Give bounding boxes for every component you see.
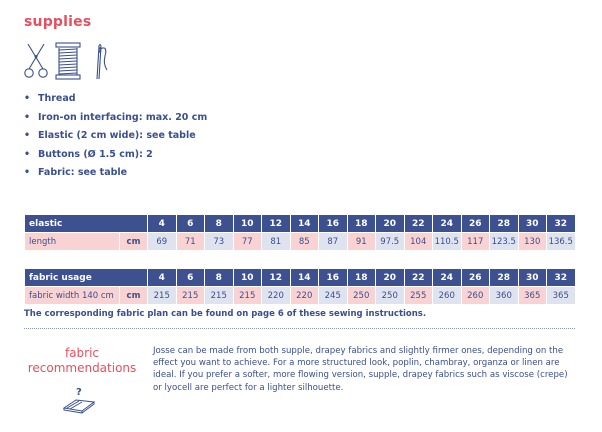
size-header: 20 (376, 215, 405, 233)
fabric-usage-table (24, 268, 576, 305)
size-header: 10 (233, 215, 262, 233)
table-cell: 360 (490, 287, 519, 305)
table-cell: 250 (376, 287, 405, 305)
row-label: fabric width 140 cm (25, 287, 120, 305)
size-header: 12 (262, 269, 291, 287)
table-cell: 136.5 (547, 233, 576, 251)
size-header: 22 (404, 215, 433, 233)
table-cell: 81 (262, 233, 291, 251)
table-cell: 215 (148, 287, 177, 305)
table-cell: 260 (461, 287, 490, 305)
size-header: 24 (433, 215, 462, 233)
size-header: 16 (319, 269, 348, 287)
unit-cell: cm (120, 233, 148, 251)
size-header: 14 (290, 269, 319, 287)
table-cell: 365 (518, 287, 547, 305)
table-cell: 110.5 (433, 233, 462, 251)
list-item: • Fabric: see table (24, 166, 207, 185)
list-item: • Thread (24, 92, 207, 111)
size-header: 30 (518, 215, 547, 233)
table-cell: 87 (319, 233, 348, 251)
rec-title-line2: recommendations (27, 361, 137, 375)
list-item: • Elastic (2 cm wide): see table (24, 129, 207, 148)
table-cell: 215 (176, 287, 205, 305)
table-cell: 220 (290, 287, 319, 305)
elastic-length-row (25, 233, 576, 251)
size-header: 8 (205, 269, 234, 287)
size-header: 26 (461, 269, 490, 287)
table-cell: 250 (347, 287, 376, 305)
size-header: 26 (461, 215, 490, 233)
size-header: 10 (233, 269, 262, 287)
table-cell: 71 (176, 233, 205, 251)
table-cell: 91 (347, 233, 376, 251)
size-header: 30 (518, 269, 547, 287)
size-header: 4 (148, 215, 177, 233)
size-header: 18 (347, 215, 376, 233)
supplies-list (24, 92, 207, 185)
table-cell: 97.5 (376, 233, 405, 251)
size-header: 32 (547, 269, 576, 287)
table-cell: 245 (319, 287, 348, 305)
size-header: 28 (490, 269, 519, 287)
elastic-header-row (25, 215, 576, 233)
table-cell: 123.5 (490, 233, 519, 251)
supplies-title: supplies (24, 14, 92, 30)
table-cell: 117 (461, 233, 490, 251)
size-header: 32 (547, 215, 576, 233)
fabric-header-row (25, 269, 576, 287)
size-header: 24 (433, 269, 462, 287)
fabric-recommendations-title (24, 346, 140, 376)
elastic-header: elastic (25, 215, 148, 233)
row-label: length (25, 233, 120, 251)
section-divider (24, 328, 575, 329)
table-cell: 77 (233, 233, 262, 251)
size-header: 18 (347, 269, 376, 287)
list-item: • Buttons (Ø 1.5 cm): 2 (24, 148, 207, 167)
table-cell: 73 (205, 233, 234, 251)
table-cell: 215 (233, 287, 262, 305)
table-cell: 260 (433, 287, 462, 305)
elastic-table (24, 214, 576, 251)
list-item: • Iron-on interfacing: max. 20 cm (24, 111, 207, 130)
fabric-usage-header: fabric usage (25, 269, 148, 287)
size-header: 4 (148, 269, 177, 287)
table-cell: 255 (404, 287, 433, 305)
fabric-recommendations-text: Josse can be made from both supple, drapey fabrics and slightly firmer ones, depending on the effect you want to achieve. For a more structured look, poplin, chambray, organza or linen are ideal. If you prefer a softer, more flowing version, supple, drapey fabrics such as viscose (crepe) or lyocell are perfect for a lighter silhouette. (153, 346, 568, 393)
table-cell: 130 (518, 233, 547, 251)
size-header: 28 (490, 215, 519, 233)
fabric-question-icon (62, 385, 96, 415)
size-header: 6 (176, 215, 205, 233)
table-cell: 104 (404, 233, 433, 251)
size-header: 20 (376, 269, 405, 287)
table-cell: 69 (148, 233, 177, 251)
size-header: 14 (290, 215, 319, 233)
size-header: 8 (205, 215, 234, 233)
fabric-plan-note: The corresponding fabric plan can be found on page 6 of these sewing instructions. (24, 309, 427, 319)
size-header: 6 (176, 269, 205, 287)
size-header: 22 (404, 269, 433, 287)
thread-spool-icon (55, 42, 81, 80)
unit-cell: cm (120, 287, 148, 305)
table-cell: 215 (205, 287, 234, 305)
needle-icon (88, 42, 110, 80)
table-cell: 85 (290, 233, 319, 251)
scissors-icon (24, 42, 48, 80)
table-cell: 365 (547, 287, 576, 305)
size-header: 12 (262, 215, 291, 233)
fabric-width-row (25, 287, 576, 305)
size-header: 16 (319, 215, 348, 233)
rec-title-line1: fabric (64, 346, 100, 360)
svg-text:?: ? (76, 387, 82, 398)
table-cell: 220 (262, 287, 291, 305)
